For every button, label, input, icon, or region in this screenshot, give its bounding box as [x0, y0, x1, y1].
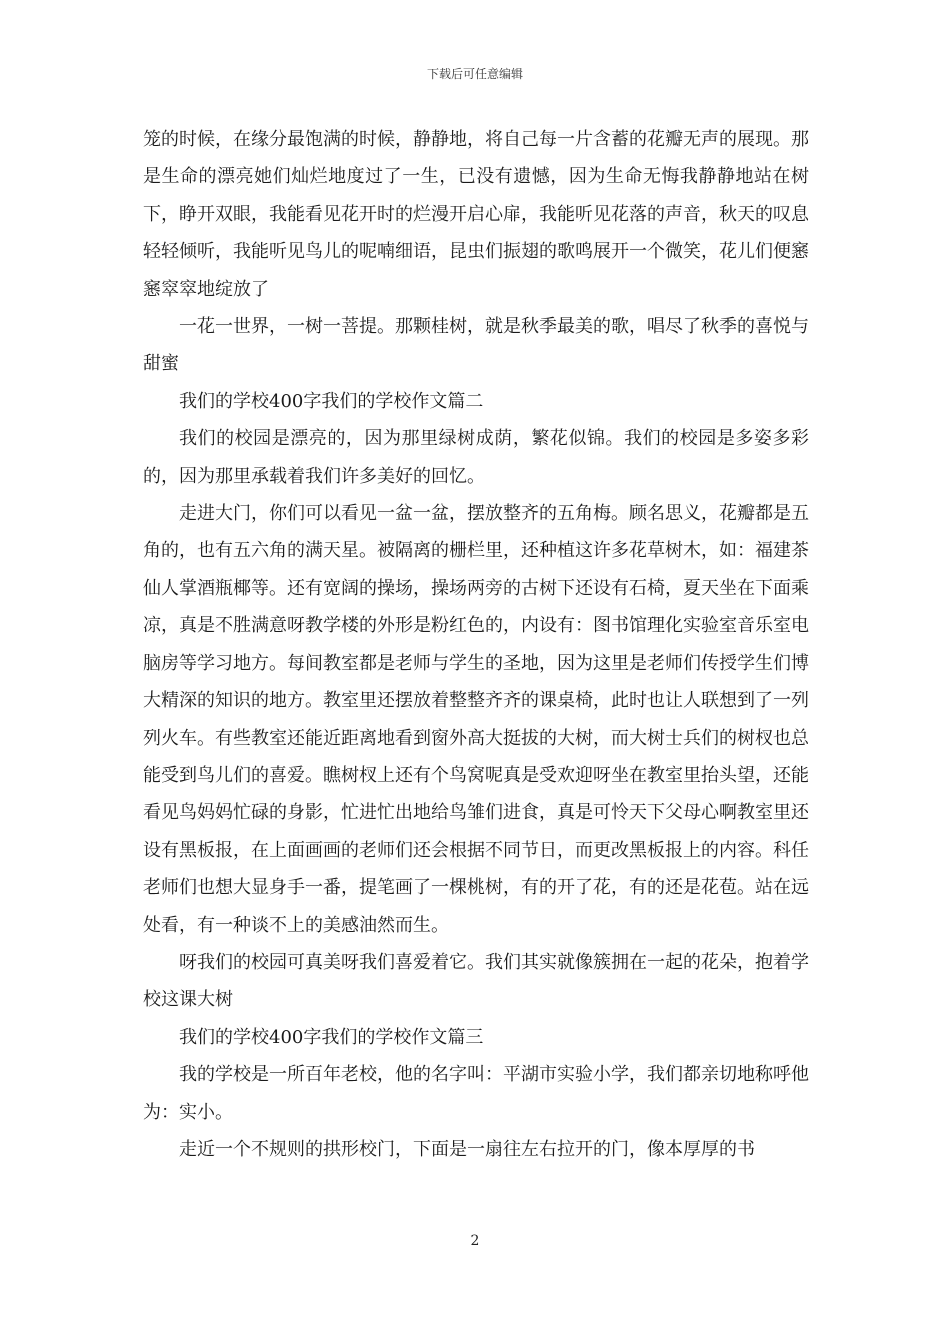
paragraph: 走进大门，你们可以看见一盆一盆，摆放整齐的五角梅。顾名思义，花瓣都是五角的，也有五六角的满天星。被隔离的栅栏里，还种植这许多花草树木，如：福建茶仙人掌酒瓶椰等。还有宽阔的操场，操场两旁的古树下还设有石椅，夏天坐在下面乘凉，真是不胜满意呀教学楼的外形是粉红色的，内设有：图书馆理化实验室音乐室电脑房等学习地方。每间教室都是老师与学生的圣地，因为这里是老师们传授学生们博大精深的知识的地方。教室里还摆放着整整齐齐的课桌椅，此时也让人联想到了一列列火车。有些教室还能近距离地看到窗外高大挺拔的大树，而大树士兵们的树杈也总能受到鸟儿们的喜爱。瞧树杈上还有个鸟窝呢真是受欢迎呀坐在教室里抬头望，还能看见鸟妈妈忙碌的身影，忙进忙出地给鸟雏们进食，真是可怜天下父母心啊教室里还设有黑板报，在上面画画的老师们还会根据不同节日，而更改黑板报上的内容。科任老师们也想大显身手一番，提笔画了一棵桃树，有的开了花，有的还是花苞。站在远处看，有一种谈不上的美感油然而生。	[143, 503, 809, 936]
section-heading: 我们的学校400字我们的学校作文篇三	[179, 1026, 484, 1048]
page-header: 下载后可任意编辑	[426, 67, 523, 81]
paragraph: 一花一世界，一树一菩提。那颗桂树，就是秋季最美的歌，唱尽了秋季的喜悦与甜蜜	[143, 316, 809, 375]
paragraph: 我们的校园是漂亮的，因为那里绿树成荫，繁花似锦。我们的校园是多姿多彩的，因为那里承载着我们许多美好的回忆。	[143, 428, 809, 487]
paragraph: 走近一个不规则的拱形校门，下面是一扇往左右拉开的门，像本厚厚的书	[179, 1138, 755, 1160]
document-body	[143, 121, 809, 1168]
page-number: 2	[470, 1233, 480, 1249]
section-heading: 我们的学校400字我们的学校作文篇二	[179, 390, 484, 412]
paragraph: 我的学校是一所百年老校，他的名字叫：平湖市实验小学，我们都亲切地称呼他为：实小。	[143, 1064, 809, 1123]
paragraph: 笼的时候，在缘分最饱满的时候，静静地，将自己每一片含蓄的花瓣无声的展现。那是生命的漂亮她们灿烂地度过了一生，已没有遗憾，因为生命无悔我静静地站在树下，睁开双眼，我能看见花开时的烂漫开启心扉，我能听见花落的声音，秋天的叹息轻轻倾听，我能听见鸟儿的呢喃细语，昆虫们振翅的歌鸣展开一个微笑，花儿们便窸窸窣窣地绽放了	[143, 129, 809, 300]
paragraph: 呀我们的校园可真美呀我们喜爱着它。我们其实就像簇拥在一起的花朵，抱着学校这课大树	[143, 951, 809, 1011]
